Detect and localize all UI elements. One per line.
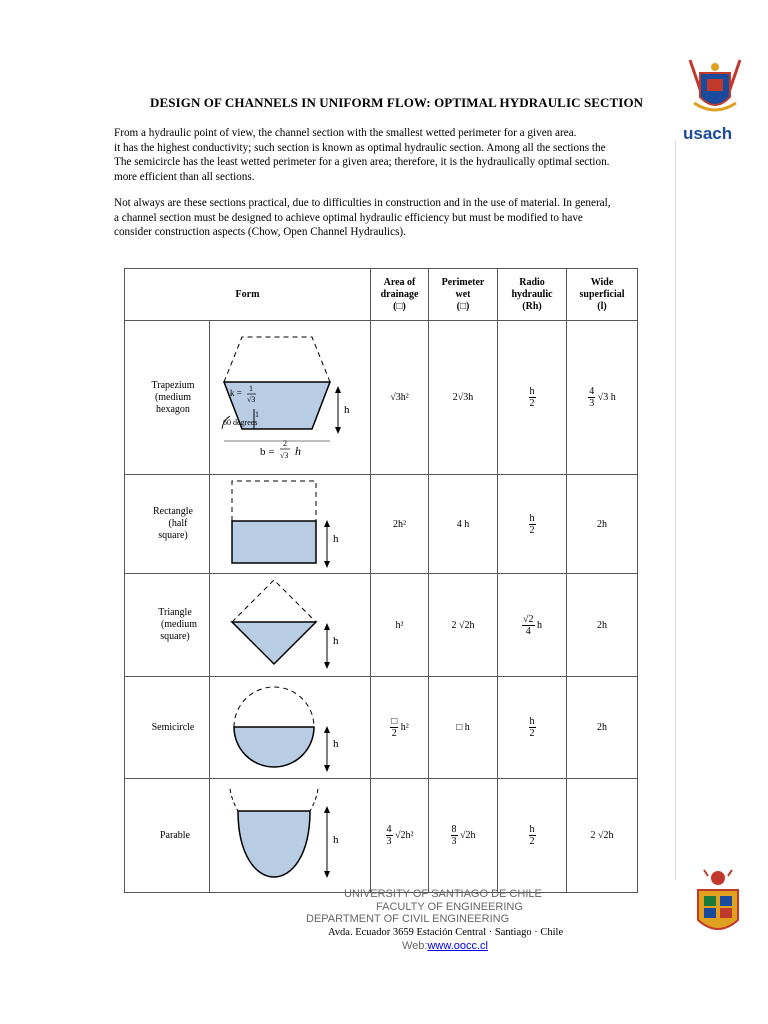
row-label — [125, 475, 210, 574]
radio-value — [498, 475, 567, 574]
trapezium-diagram-cell — [210, 321, 371, 475]
header-radio-l3: (Rh) — [522, 300, 542, 312]
h-label: h — [333, 738, 339, 750]
h-label: h — [344, 404, 350, 416]
wide-value: 2h — [567, 574, 638, 677]
wide-value: 2 √2h — [567, 779, 638, 893]
triangle-diagram — [210, 574, 370, 673]
semicircle-diagram — [210, 677, 370, 775]
triangle-diagram-cell — [210, 574, 371, 677]
radio-value — [498, 677, 567, 779]
frac-den: 2 — [391, 728, 397, 739]
header-form: Form — [125, 269, 371, 321]
logo-text: usach — [683, 124, 733, 143]
header-area-l1: Area of — [383, 276, 416, 288]
frac-num: h — [529, 716, 535, 727]
web-link[interactable]: www.oocc.cl — [427, 940, 489, 952]
frac-den: 2 — [529, 728, 535, 739]
b-num: 2 — [283, 439, 287, 448]
second-paragraph — [114, 196, 611, 240]
table-row — [125, 475, 638, 574]
frac-den: 3 — [386, 836, 392, 847]
frac-den: 2 — [529, 524, 535, 536]
radio-value — [498, 574, 567, 677]
paragraph-line: a channel section must be designed to achieve optimal hydraulic efficiency but must be modified to have — [114, 211, 583, 224]
label-line: (half — [168, 518, 188, 529]
trapezium-diagram — [210, 321, 370, 471]
parable-diagram-cell — [210, 779, 371, 893]
k-num: 1 — [249, 384, 253, 393]
intro-paragraph — [114, 126, 609, 184]
footer-web — [402, 940, 488, 952]
perimeter-value — [429, 779, 498, 893]
table-row — [125, 574, 638, 677]
header-wide-l1: Wide — [590, 276, 614, 288]
paragraph-line: Not always are these sections practical, due to difficulties in construction and in the use of material. In general, — [114, 197, 611, 209]
area-value: h² — [371, 574, 429, 677]
area-value — [371, 677, 429, 779]
footer-faculty: FACULTY OF ENGINEERING — [376, 901, 523, 913]
b-h: h — [295, 444, 301, 458]
radio-rest: h — [537, 619, 542, 631]
table-row — [125, 677, 638, 779]
header-perimeter — [429, 269, 498, 321]
h-label: h — [333, 834, 339, 846]
frac-den: 2 — [529, 836, 535, 847]
paragraph-line: From a hydraulic point of view, the channel section with the smallest wetted perimeter for a given area. — [114, 127, 577, 139]
footer-university: UNIVERSITY OF SANTIAGO DE CHILE — [344, 888, 542, 900]
wide-value — [567, 321, 638, 475]
footer-department: DEPARTMENT OF CIVIL ENGINEERING — [306, 913, 510, 925]
area-value — [371, 779, 429, 893]
sections-table — [124, 268, 638, 893]
frac-num: 8 — [451, 824, 457, 835]
page-divider-line — [675, 140, 676, 880]
table-row — [125, 779, 638, 893]
paragraph-line: consider construction aspects (Chow, Open Channel Hydraulics). — [114, 226, 406, 238]
frac-den: 4 — [525, 625, 531, 637]
faculty-crest — [692, 868, 744, 940]
perimeter-value: □ h — [429, 677, 498, 779]
header-area — [371, 269, 429, 321]
table-row — [125, 321, 638, 475]
label-line: Triangle — [158, 607, 192, 618]
area-value: √3h² — [371, 321, 429, 475]
area-rest: √2h² — [395, 829, 414, 841]
radio-value — [498, 779, 567, 893]
header-area-l3: (□) — [393, 300, 406, 312]
frac-num: 4 — [589, 386, 595, 397]
paragraph-line: The semicircle has the least wetted perimeter for a given area; therefore, it is the hydraulically optimal section. — [114, 156, 610, 168]
label-line: (medium — [160, 619, 198, 630]
h-label: h — [333, 635, 339, 647]
label-line: Rectangle — [153, 506, 193, 517]
label-line: hexagon — [156, 403, 190, 415]
wide-rest: √3 h — [597, 391, 616, 403]
label-line: (medium — [154, 391, 192, 403]
row-label — [125, 321, 210, 475]
label-line: Trapezium — [151, 379, 195, 391]
row-label — [125, 779, 210, 893]
frac-den: 3 — [451, 836, 457, 847]
k-label: k = — [230, 388, 242, 398]
frac-num: h — [529, 386, 535, 397]
k-den: √3 — [247, 395, 256, 404]
header-perimeter-l1: Perimeter — [441, 276, 485, 288]
perimeter-value: 2√3h — [429, 321, 498, 475]
area-value: 2h² — [371, 475, 429, 574]
label-line: Semicircle — [151, 721, 195, 733]
b-den: √3 — [280, 451, 289, 460]
paragraph-line: more efficient than all sections. — [114, 170, 255, 183]
perimeter-value: 4 h — [429, 475, 498, 574]
radio-value — [498, 321, 567, 475]
header-wide-l2: superficial — [579, 288, 625, 300]
page-title: DESIGN OF CHANNELS IN UNIFORM FLOW: OPTIMAL HYDRAULIC SECTION — [150, 95, 644, 110]
header-radio-l1: Radio — [519, 276, 545, 288]
semicircle-diagram-cell — [210, 677, 371, 779]
label-line: square) — [160, 631, 190, 642]
header-wide-l3: (l) — [597, 300, 607, 312]
one-label: 1 — [255, 410, 259, 419]
row-label — [125, 574, 210, 677]
row-label — [125, 677, 210, 779]
header-perimeter-l3: (□) — [456, 300, 470, 312]
paragraph-line: it has the highest conductivity; such section is known as optimal hydraulic section. Among all the sections the — [114, 141, 606, 154]
area-rest: h² — [400, 721, 409, 733]
frac-den: 3 — [589, 398, 595, 409]
footer-address: Avda. Ecuador 3659 Estación Central · Santiago · Chile — [328, 927, 564, 938]
header-radio — [498, 269, 567, 321]
frac-den: 2 — [529, 398, 535, 409]
header-wide — [567, 269, 638, 321]
frac-num: □ — [391, 716, 398, 727]
label-line: Parable — [160, 829, 190, 841]
wide-value: 2h — [567, 475, 638, 574]
header-area-l2: drainage — [380, 288, 419, 300]
parable-diagram — [210, 779, 370, 889]
perimeter-value: 2 √2h — [429, 574, 498, 677]
h-label: h — [333, 533, 339, 545]
label-line: square) — [158, 530, 188, 541]
frac-num: h — [529, 512, 535, 524]
rectangle-diagram — [210, 475, 370, 570]
perimeter-rest: √2h — [460, 829, 476, 841]
frac-num: h — [529, 824, 535, 835]
header-radio-l2: hydraulic — [511, 288, 553, 300]
b-label: b = — [260, 446, 275, 458]
header-perimeter-l2: wet — [455, 288, 471, 300]
frac-num: 4 — [386, 824, 392, 835]
frac-num: √2 — [523, 613, 534, 625]
angle-label: 60 degrees — [223, 418, 258, 427]
wide-value: 2h — [567, 677, 638, 779]
rectangle-diagram-cell — [210, 475, 371, 574]
web-label: Web: — [402, 940, 428, 952]
